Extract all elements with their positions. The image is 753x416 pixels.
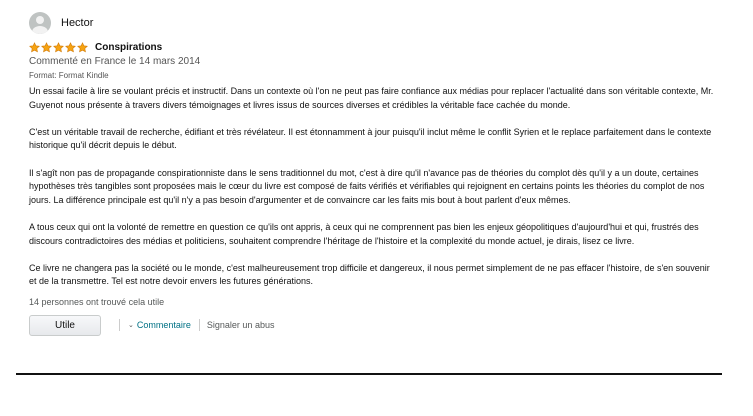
reviewer-profile[interactable]: [29, 11, 719, 35]
helpful-count: 14 personnes ont trouvé cela utile: [29, 296, 165, 307]
review-paragraph: Un essai facile à lire se voulant précis et instructif. Dans un contexte où l'on ne peut pas faire confiance aux médias pour replacer l'actualité dans son véritable contexte, Mr. Guyenot nous présente à travers divers témoignages et livres issus de sources diverses et crédibles la véritable face cachée du monde.: [29, 86, 714, 110]
review-card: [29, 11, 719, 336]
review-actions: [29, 315, 719, 336]
divider: [119, 319, 120, 331]
comment-label: Commentaire: [136, 320, 191, 331]
reviewer-name[interactable]: Hector: [61, 17, 94, 29]
review-paragraph: Il s'agît non pas de propagande conspirationniste dans le sens traditionnel du mot, c'est à dire qu'il n'avance pas de théories du complot dès qu'il y a un doute, certaines hypothèses très tangibles sont proposées mais le cœur du livre est composé de faits vérifiés et vérifiables qui rejoignent en certains points les théories du complot de nos jours. La différence principale est qu'il n'y a pas besoin d'argumenter et de convaincre car les faits mis bout à bout parlent d'eux mêmes.: [29, 167, 705, 205]
divider: [199, 319, 200, 331]
star-rating[interactable]: [29, 42, 89, 53]
star-icon: [29, 42, 40, 53]
review-body: [29, 85, 719, 289]
star-icon: [53, 42, 64, 53]
review-date: Commenté en France le 14 mars 2014: [29, 56, 201, 67]
report-abuse-link[interactable]: Signaler un abus: [206, 320, 275, 331]
avatar-icon: [29, 12, 51, 34]
review-paragraph: A tous ceux qui ont la volonté de remettre en question ce qu'ils ont appris, à ceux qui ne comprennent pas bien les enjeux géopolitiques d'aujourd'hui et qui, frustrés des discours contradictoires des médias et politiciens, souhaitent comprendre l'héritage de l'histoire et la complexité du monde actuel, je dirais, lisez ce livre.: [29, 221, 699, 246]
review-paragraph: Ce livre ne changera pas la société ou le monde, c'est malheureusement trop difficile et dangereux, il nous permet simplement de ne pas effacer l'histoire, de s'en souvenir et de la transmettre. Tel est notre devoir envers les futures générations.: [29, 262, 710, 287]
chevron-down-icon: ⌄: [128, 322, 134, 330]
star-icon: [77, 42, 88, 53]
useful-button[interactable]: Utile: [29, 315, 101, 336]
review-format: Format: Format Kindle: [29, 71, 109, 80]
bottom-divider: [16, 373, 722, 375]
review-paragraph: C'est un véritable travail de recherche, édifiant et très révélateur. Il est étonnamment à jour puisqu'il inclut même le conflit Syrien et le replace parfaitement dans le contexte historique qu'il décrit depuis le début.: [29, 126, 712, 151]
star-icon: [41, 42, 52, 53]
comment-link[interactable]: [128, 320, 191, 330]
review-title-row: [29, 41, 719, 53]
star-icon: [65, 42, 76, 53]
review-title[interactable]: Conspirations: [95, 41, 163, 53]
